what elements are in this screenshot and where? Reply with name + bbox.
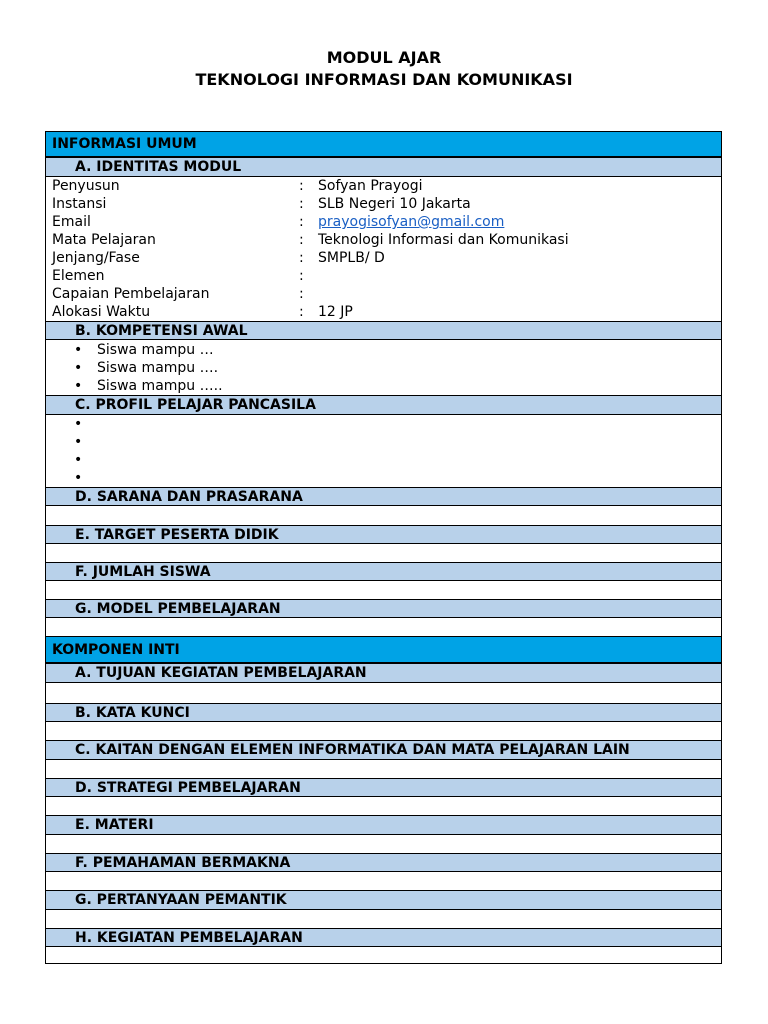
subsection-materi: E. MATERI: [46, 815, 721, 835]
subsection-strategi-pembelajaran: D. STRATEGI PEMBELAJARAN: [46, 778, 721, 797]
subsection-pertanyaan-pemantik: G. PERTANYAAN PEMANTIK: [46, 890, 721, 910]
identity-label: Mata Pelajaran: [52, 232, 156, 248]
list-item: [46, 451, 721, 469]
list-item-text[interactable]: Siswa mampu …: [97, 342, 214, 358]
subsection-target-peserta-didik: E. TARGET PESERTA DIDIK: [46, 525, 721, 544]
list-item: [46, 469, 721, 487]
subsection-identitas-modul: A. IDENTITAS MODUL: [46, 157, 721, 177]
identity-label: Elemen: [52, 268, 105, 284]
identity-row-jenjang-fase: [46, 249, 721, 267]
section-header-komponen-inti: KOMPONEN INTI: [46, 636, 721, 663]
identity-row-penyusun: [46, 177, 721, 195]
document-title: MODUL AJAR: [326, 48, 442, 67]
bullet-icon: •: [74, 470, 83, 486]
list-item-text[interactable]: Siswa mampu ….: [97, 360, 219, 376]
identity-row-email: [46, 213, 721, 231]
identity-label: Instansi: [52, 196, 107, 212]
identity-value[interactable]: SLB Negeri 10 Jakarta: [318, 196, 471, 212]
bullet-icon: •: [74, 416, 83, 432]
subsection-kegiatan-pembelajaran: H. KEGIATAN PEMBELAJARAN: [46, 928, 721, 947]
identity-label: Email: [52, 214, 91, 230]
identity-value[interactable]: SMPLB/ D: [318, 250, 385, 266]
bullet-icon: •: [74, 434, 83, 450]
identity-row-capaian-pembelajaran: [46, 285, 721, 303]
list-item-text[interactable]: Siswa mampu …..: [97, 378, 223, 394]
identity-colon: :: [299, 250, 304, 266]
identity-label: Alokasi Waktu: [52, 304, 151, 320]
identity-row-elemen: [46, 267, 721, 285]
identity-colon: :: [299, 178, 304, 194]
list-item: [46, 433, 721, 451]
subsection-profil-pelajar-pancasila: C. PROFIL PELAJAR PANCASILA: [46, 395, 721, 415]
module-form-table: [45, 131, 722, 964]
email-link[interactable]: prayogisofyan@gmail.com: [318, 214, 505, 230]
list-item: [46, 341, 721, 359]
identity-colon: :: [299, 268, 304, 284]
identity-value[interactable]: Sofyan Prayogi: [318, 178, 423, 194]
identity-label: Jenjang/Fase: [52, 250, 140, 266]
document-subtitle: TEKNOLOGI INFORMASI DAN KOMUNIKASI: [195, 70, 573, 89]
list-item: [46, 415, 721, 433]
bullet-icon: •: [74, 378, 83, 394]
identity-label: Capaian Pembelajaran: [52, 286, 210, 302]
subsection-pemahaman-bermakna: F. PEMAHAMAN BERMAKNA: [46, 853, 721, 872]
subsection-kaitan-elemen: C. KAITAN DENGAN ELEMEN INFORMATIKA DAN MATA PELAJARAN LAIN: [46, 740, 721, 760]
bullet-icon: •: [74, 452, 83, 468]
subsection-kompetensi-awal: B. KOMPETENSI AWAL: [46, 321, 721, 340]
identity-row-alokasi-waktu: [46, 303, 721, 321]
subsection-kata-kunci: B. KATA KUNCI: [46, 703, 721, 722]
bullet-icon: •: [74, 360, 83, 376]
identity-colon: :: [299, 304, 304, 320]
identity-colon: :: [299, 232, 304, 248]
section-header-informasi-umum: INFORMASI UMUM: [46, 132, 721, 157]
identity-value[interactable]: 12 JP: [318, 304, 353, 320]
subsection-sarana-prasarana: D. SARANA DAN PRASARANA: [46, 487, 721, 506]
identity-value[interactable]: Teknologi Informasi dan Komunikasi: [318, 232, 569, 248]
list-item: [46, 359, 721, 377]
identity-row-mata-pelajaran: [46, 231, 721, 249]
bullet-icon: •: [74, 342, 83, 358]
identity-label: Penyusun: [52, 178, 120, 194]
subsection-tujuan-kegiatan: A. TUJUAN KEGIATAN PEMBELAJARAN: [46, 663, 721, 683]
subsection-model-pembelajaran: G. MODEL PEMBELAJARAN: [46, 599, 721, 618]
identity-row-instansi: [46, 195, 721, 213]
identity-colon: :: [299, 286, 304, 302]
subsection-jumlah-siswa: F. JUMLAH SISWA: [46, 562, 721, 581]
identity-colon: :: [299, 196, 304, 212]
list-item: [46, 377, 721, 395]
identity-colon: :: [299, 214, 304, 230]
